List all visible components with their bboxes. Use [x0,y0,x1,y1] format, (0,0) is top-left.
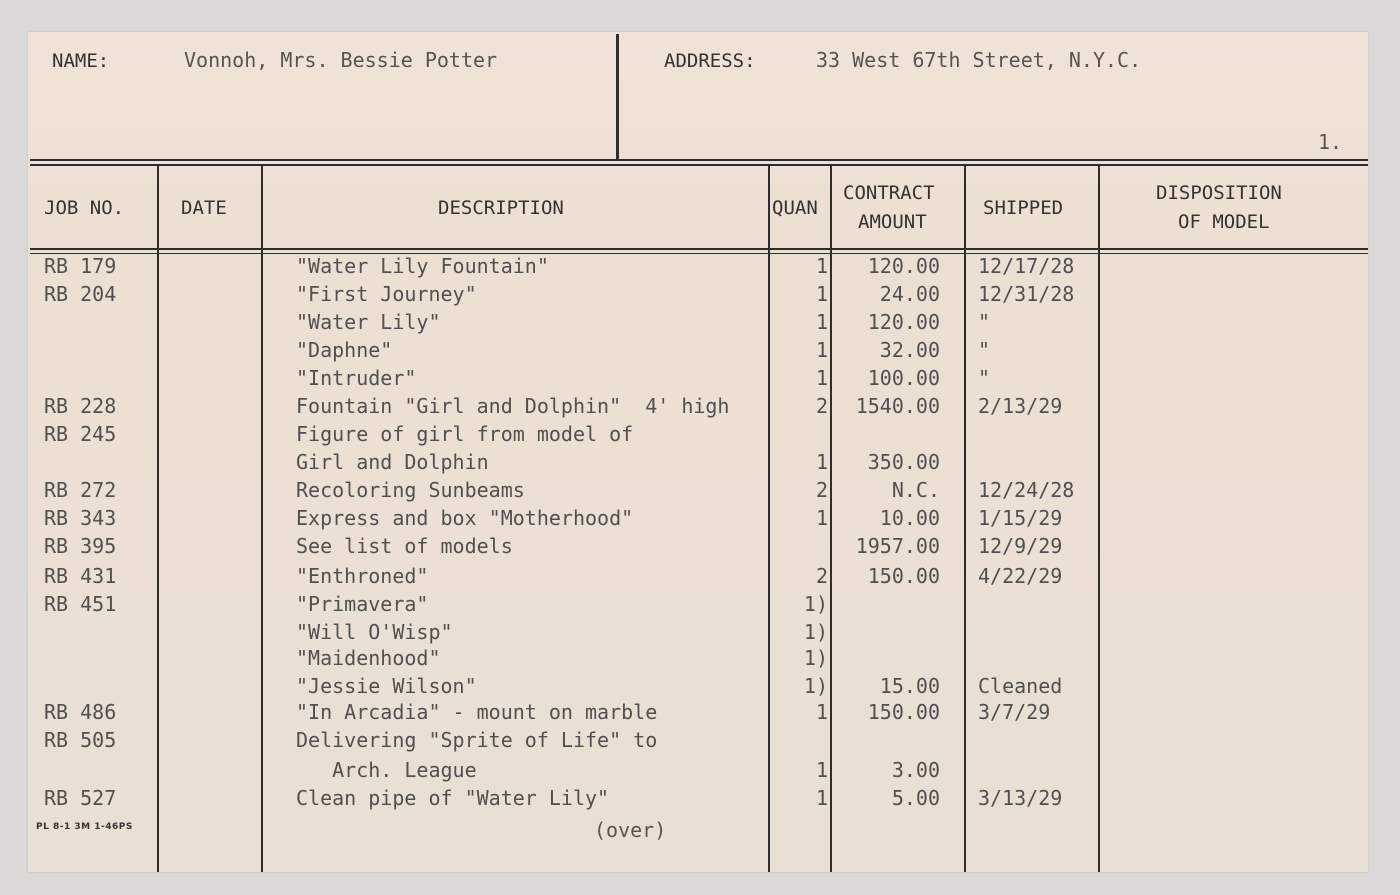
job-number-cell: RB 272 [44,478,117,502]
header-divider [616,34,619,160]
shipped-date-cell: 12/9/29 [978,534,1063,558]
card-number: 1. [1318,130,1343,154]
job-number-cell: RB 527 [44,786,117,810]
contract-amount-cell: 1540.00 [855,394,940,418]
table-row [28,588,1366,616]
shipped-date-cell: " [978,366,991,390]
description-cell: "Enthroned" [296,564,429,588]
quantity-cell: 1 [815,338,828,362]
quantity-cell: 1 [815,310,828,334]
shipped-date-cell: 2/13/29 [978,394,1063,418]
contract-amount-cell: 350.00 [867,450,940,474]
description-cell: "Water Lily" [296,310,441,334]
address-value: 33 West 67th Street, N.Y.C. [816,48,1142,72]
contract-amount-cell: 5.00 [891,786,940,810]
table-row [28,754,1366,782]
description-cell: "Daphne" [296,338,393,362]
job-number-cell: RB 204 [44,282,117,306]
quantity-cell: 1) [803,674,828,698]
table-row [28,278,1366,306]
contract-amount-cell: 24.00 [879,282,940,306]
contract-amount-cell: 32.00 [879,338,940,362]
quantity-cell: 2 [815,478,828,502]
description-cell: Figure of girl from model of [296,422,634,446]
job-number-cell: RB 451 [44,592,117,616]
quantity-cell: 2 [815,564,828,588]
job-number-cell: RB 245 [44,422,117,446]
job-number-cell: RB 505 [44,728,117,752]
description-cell: Fountain "Girl and Dolphin" 4' high [296,394,730,418]
description-cell: Arch. League [296,758,477,782]
description-cell: See list of models [296,534,513,558]
description-cell: Clean pipe of "Water Lily" [296,786,610,810]
description-cell: "In Arcadia" - mount on marble [296,700,658,724]
table-row [28,696,1366,724]
table-row [28,390,1366,418]
col-header-date: DATE [181,197,227,219]
table-row [28,334,1366,362]
quantity-cell: 1) [803,646,828,670]
quantity-cell: 1 [815,758,828,782]
table-row [28,642,1366,670]
job-number-cell: RB 431 [44,564,117,588]
contract-amount-cell: 100.00 [867,366,940,390]
address-label: ADDRESS: [664,50,756,72]
description-cell: Delivering "Sprite of Life" to [296,728,658,752]
table-row [28,670,1366,698]
shipped-date-cell: Cleaned [978,674,1063,698]
name-label: NAME: [52,50,110,72]
job-number-cell: RB 179 [44,254,117,278]
shipped-date-cell: 4/22/29 [978,564,1063,588]
quantity-cell: 2 [815,394,828,418]
contract-amount-cell: 120.00 [867,310,940,334]
description-cell: "Intruder" [296,366,417,390]
contract-amount-cell: 150.00 [867,564,940,588]
contract-amount-cell: 120.00 [867,254,940,278]
quantity-cell: 1 [815,506,828,530]
quantity-cell: 1 [815,786,828,810]
shipped-date-cell: 3/13/29 [978,786,1063,810]
description-cell: "Maidenhood" [296,646,441,670]
job-number-cell: RB 343 [44,506,117,530]
col-header-job-no: JOB NO. [44,197,125,219]
form-code: PL 8-1 3M 1-46PS [36,822,133,832]
table-row [28,446,1366,474]
table-row [28,362,1366,390]
col-header-quan: QUAN [772,197,818,219]
shipped-date-cell: " [978,310,991,334]
table-row [28,782,1366,810]
contract-amount-cell: 10.00 [879,506,940,530]
shipped-date-cell: 12/17/28 [978,254,1075,278]
contract-amount-cell: 15.00 [879,674,940,698]
description-cell: Express and box "Motherhood" [296,506,634,530]
index-card [28,32,1368,872]
description-cell: "Water Lily Fountain" [296,254,549,278]
over-note: (over) [594,818,667,842]
table-row [28,724,1366,752]
job-number-cell: RB 486 [44,700,117,724]
quantity-cell: 1) [803,620,828,644]
shipped-date-cell: " [978,338,991,362]
table-row [28,616,1366,644]
contract-amount-cell: 1957.00 [855,534,940,558]
header-rule-bottom [30,164,1368,166]
name-value: Vonnoh, Mrs. Bessie Potter [184,48,498,72]
description-cell: "Primavera" [296,592,429,616]
col-header-description: DESCRIPTION [438,197,564,219]
contract-amount-cell: 150.00 [867,700,940,724]
job-number-cell: RB 395 [44,534,117,558]
table-row [28,474,1366,502]
header-rule-top [30,159,1368,161]
table-row [28,530,1366,558]
description-cell: "Jessie Wilson" [296,674,477,698]
shipped-date-cell: 3/7/29 [978,700,1051,724]
job-number-cell: RB 228 [44,394,117,418]
col-header-shipped: SHIPPED [983,197,1064,219]
quantity-cell: 1 [815,254,828,278]
table-row [28,306,1366,334]
col-header-amount: AMOUNT [858,211,927,233]
contract-amount-cell: N.C. [891,478,940,502]
col-header-of-model: OF MODEL [1178,211,1270,233]
description-cell: Recoloring Sunbeams [296,478,525,502]
quantity-cell: 1 [815,450,828,474]
quantity-cell: 1 [815,282,828,306]
description-cell: "Will O'Wisp" [296,620,453,644]
table-row [28,418,1366,446]
quantity-cell: 1) [803,592,828,616]
col-header-disposition: DISPOSITION [1156,182,1282,204]
table-row [28,250,1366,278]
description-cell: Girl and Dolphin [296,450,489,474]
table-row [28,502,1366,530]
shipped-date-cell: 12/24/28 [978,478,1075,502]
quantity-cell: 1 [815,366,828,390]
quantity-cell: 1 [815,700,828,724]
shipped-date-cell: 1/15/29 [978,506,1063,530]
shipped-date-cell: 12/31/28 [978,282,1075,306]
col-header-contract: CONTRACT [843,182,935,204]
description-cell: "First Journey" [296,282,477,306]
table-row [28,560,1366,588]
contract-amount-cell: 3.00 [891,758,940,782]
